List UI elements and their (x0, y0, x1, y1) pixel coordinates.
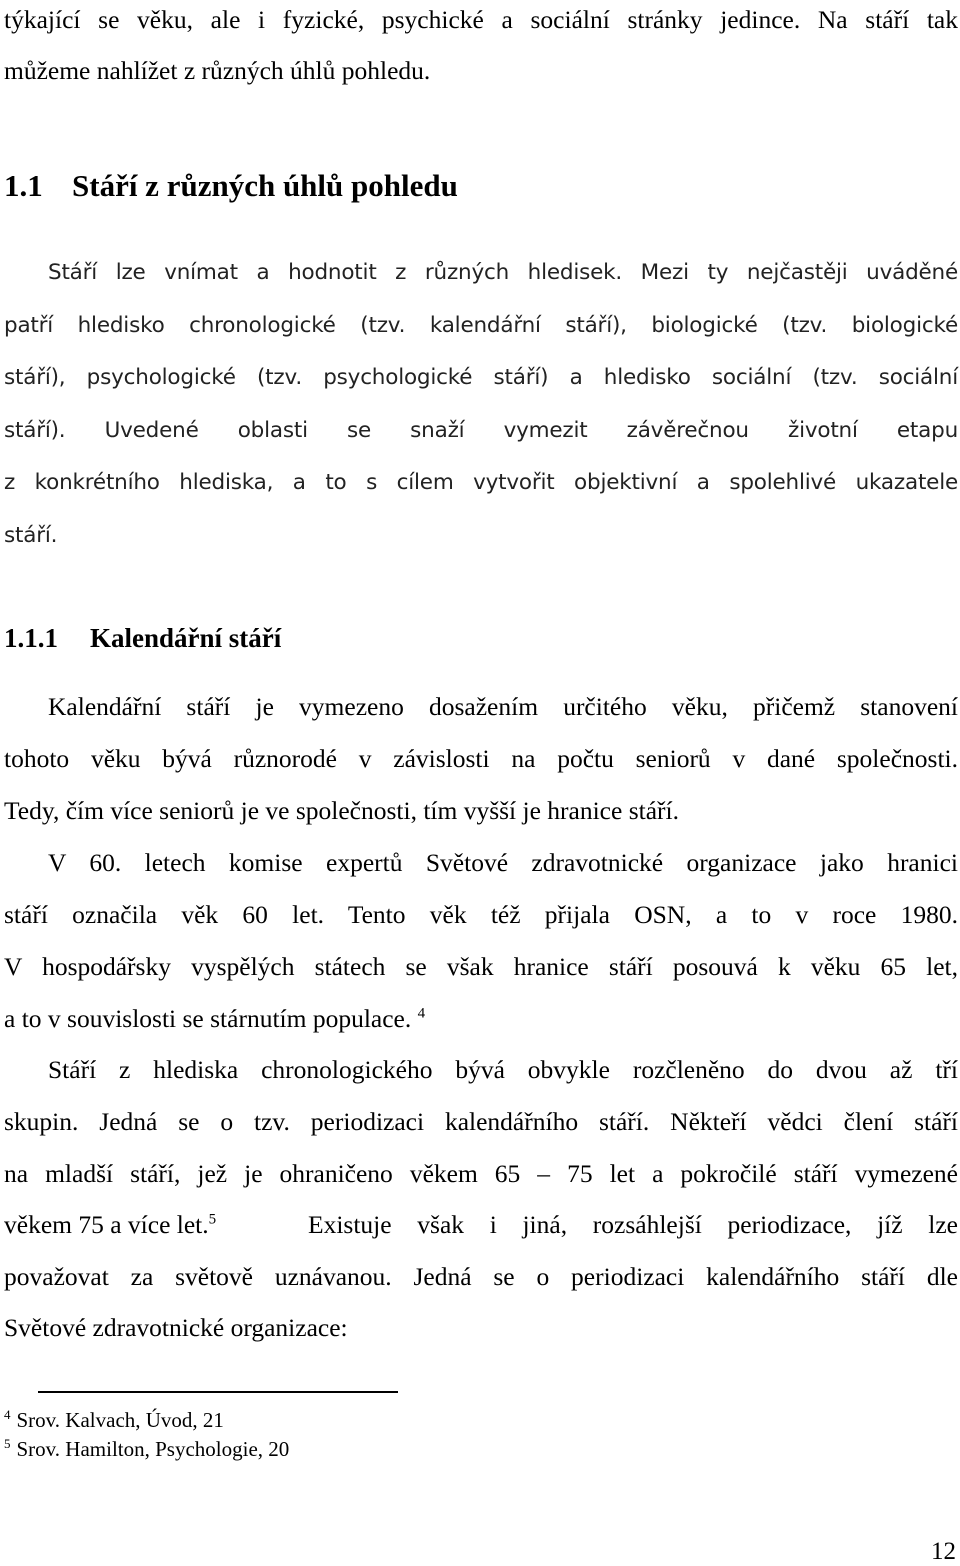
text-line: z konkrétního hlediska, a to s cílem vytvořit objektivní a spolehlivé ukazatele (4, 470, 958, 495)
footnote-mark: 5 (4, 1436, 11, 1451)
section-number: 1.1 (4, 168, 43, 203)
text-line: stáří. (4, 523, 58, 548)
subsection-number: 1.1.1 (4, 623, 58, 653)
section-heading (4, 168, 458, 204)
text-segment: Existuje však i jiná, rozsáhlejší periodizace, jíž lze (308, 1210, 958, 1239)
text-line (4, 1004, 958, 1034)
footnote-text: Srov. Kalvach, Úvod, 21 (16, 1408, 224, 1432)
subsection-title: Kalendářní stáří (90, 623, 282, 653)
footnote-ref: 5 (208, 1211, 217, 1228)
text-line: považovat za světově uznávanou. Jedná se o periodizaci kalendářního stáří dle (4, 1262, 958, 1291)
footnote-text: Srov. Hamilton, Psychologie, 20 (16, 1437, 290, 1461)
text-line: Stáří z hlediska chronologického bývá obvykle rozčleněno do dvou až tří (48, 1055, 958, 1084)
text-line: stáří označila věk 60 let. Tento věk též přijala OSN, a to v roce 1980. (4, 900, 958, 929)
text-line: týkající se věku, ale i fyzické, psychické a sociální stránky jedince. Na stáří tak (4, 5, 958, 34)
text-segment: věkem 75 a více let. (4, 1210, 209, 1239)
footnote (4, 1436, 289, 1462)
text-line: na mladší stáří, jež je ohraničeno věkem 65 – 75 let a pokročilé stáří vymezené (4, 1159, 958, 1188)
text-segment (4, 1210, 216, 1240)
text-line: tohoto věku bývá různorodé v závislosti na počtu seniorů v dané společnosti. (4, 744, 958, 773)
footnote-ref: 4 (417, 1005, 426, 1022)
subsection-heading (4, 622, 281, 654)
text-line: stáří). Uvedené oblasti se snaží vymezit závěrečnou životní etapu (4, 418, 958, 443)
section-title: Stáří z různých úhlů pohledu (72, 168, 458, 203)
text-line: V 60. letech komise expertů Světové zdravotnické organizace jako hranici (48, 848, 958, 877)
text-line: můžeme nahlížet z různých úhlů pohledu. (4, 56, 431, 85)
text-line: stáří), psychologické (tzv. psychologické stáří) a hledisko sociální (tzv. sociální (4, 365, 958, 390)
text-line: Tedy, čím více seniorů je ve společnosti, tím vyšší je hranice stáří. (4, 796, 679, 825)
text-segment: a to v souvislosti se stárnutím populace. (4, 1004, 412, 1033)
text-line (4, 1210, 958, 1240)
page-number: 12 (931, 1538, 956, 1565)
footnote-separator (38, 1391, 398, 1393)
text-line: patří hledisko chronologické (tzv. kalendářní stáří), biologické (tzv. biologické (4, 313, 958, 338)
text-line: skupin. Jedná se o tzv. periodizaci kalendářního stáří. Někteří vědci člení stáří (4, 1107, 958, 1136)
footnote-mark: 4 (4, 1407, 11, 1422)
text-line: Stáří lze vnímat a hodnotit z různých hledisek. Mezi ty nejčastěji uváděné (48, 260, 958, 285)
footnote (4, 1407, 224, 1433)
text-line: Kalendářní stáří je vymezeno dosažením určitého věku, přičemž stanovení (48, 692, 958, 721)
text-line: Světové zdravotnické organizace: (4, 1313, 348, 1342)
text-line: V hospodářsky vyspělých státech se však hranice stáří posouvá k věku 65 let, (4, 952, 958, 981)
